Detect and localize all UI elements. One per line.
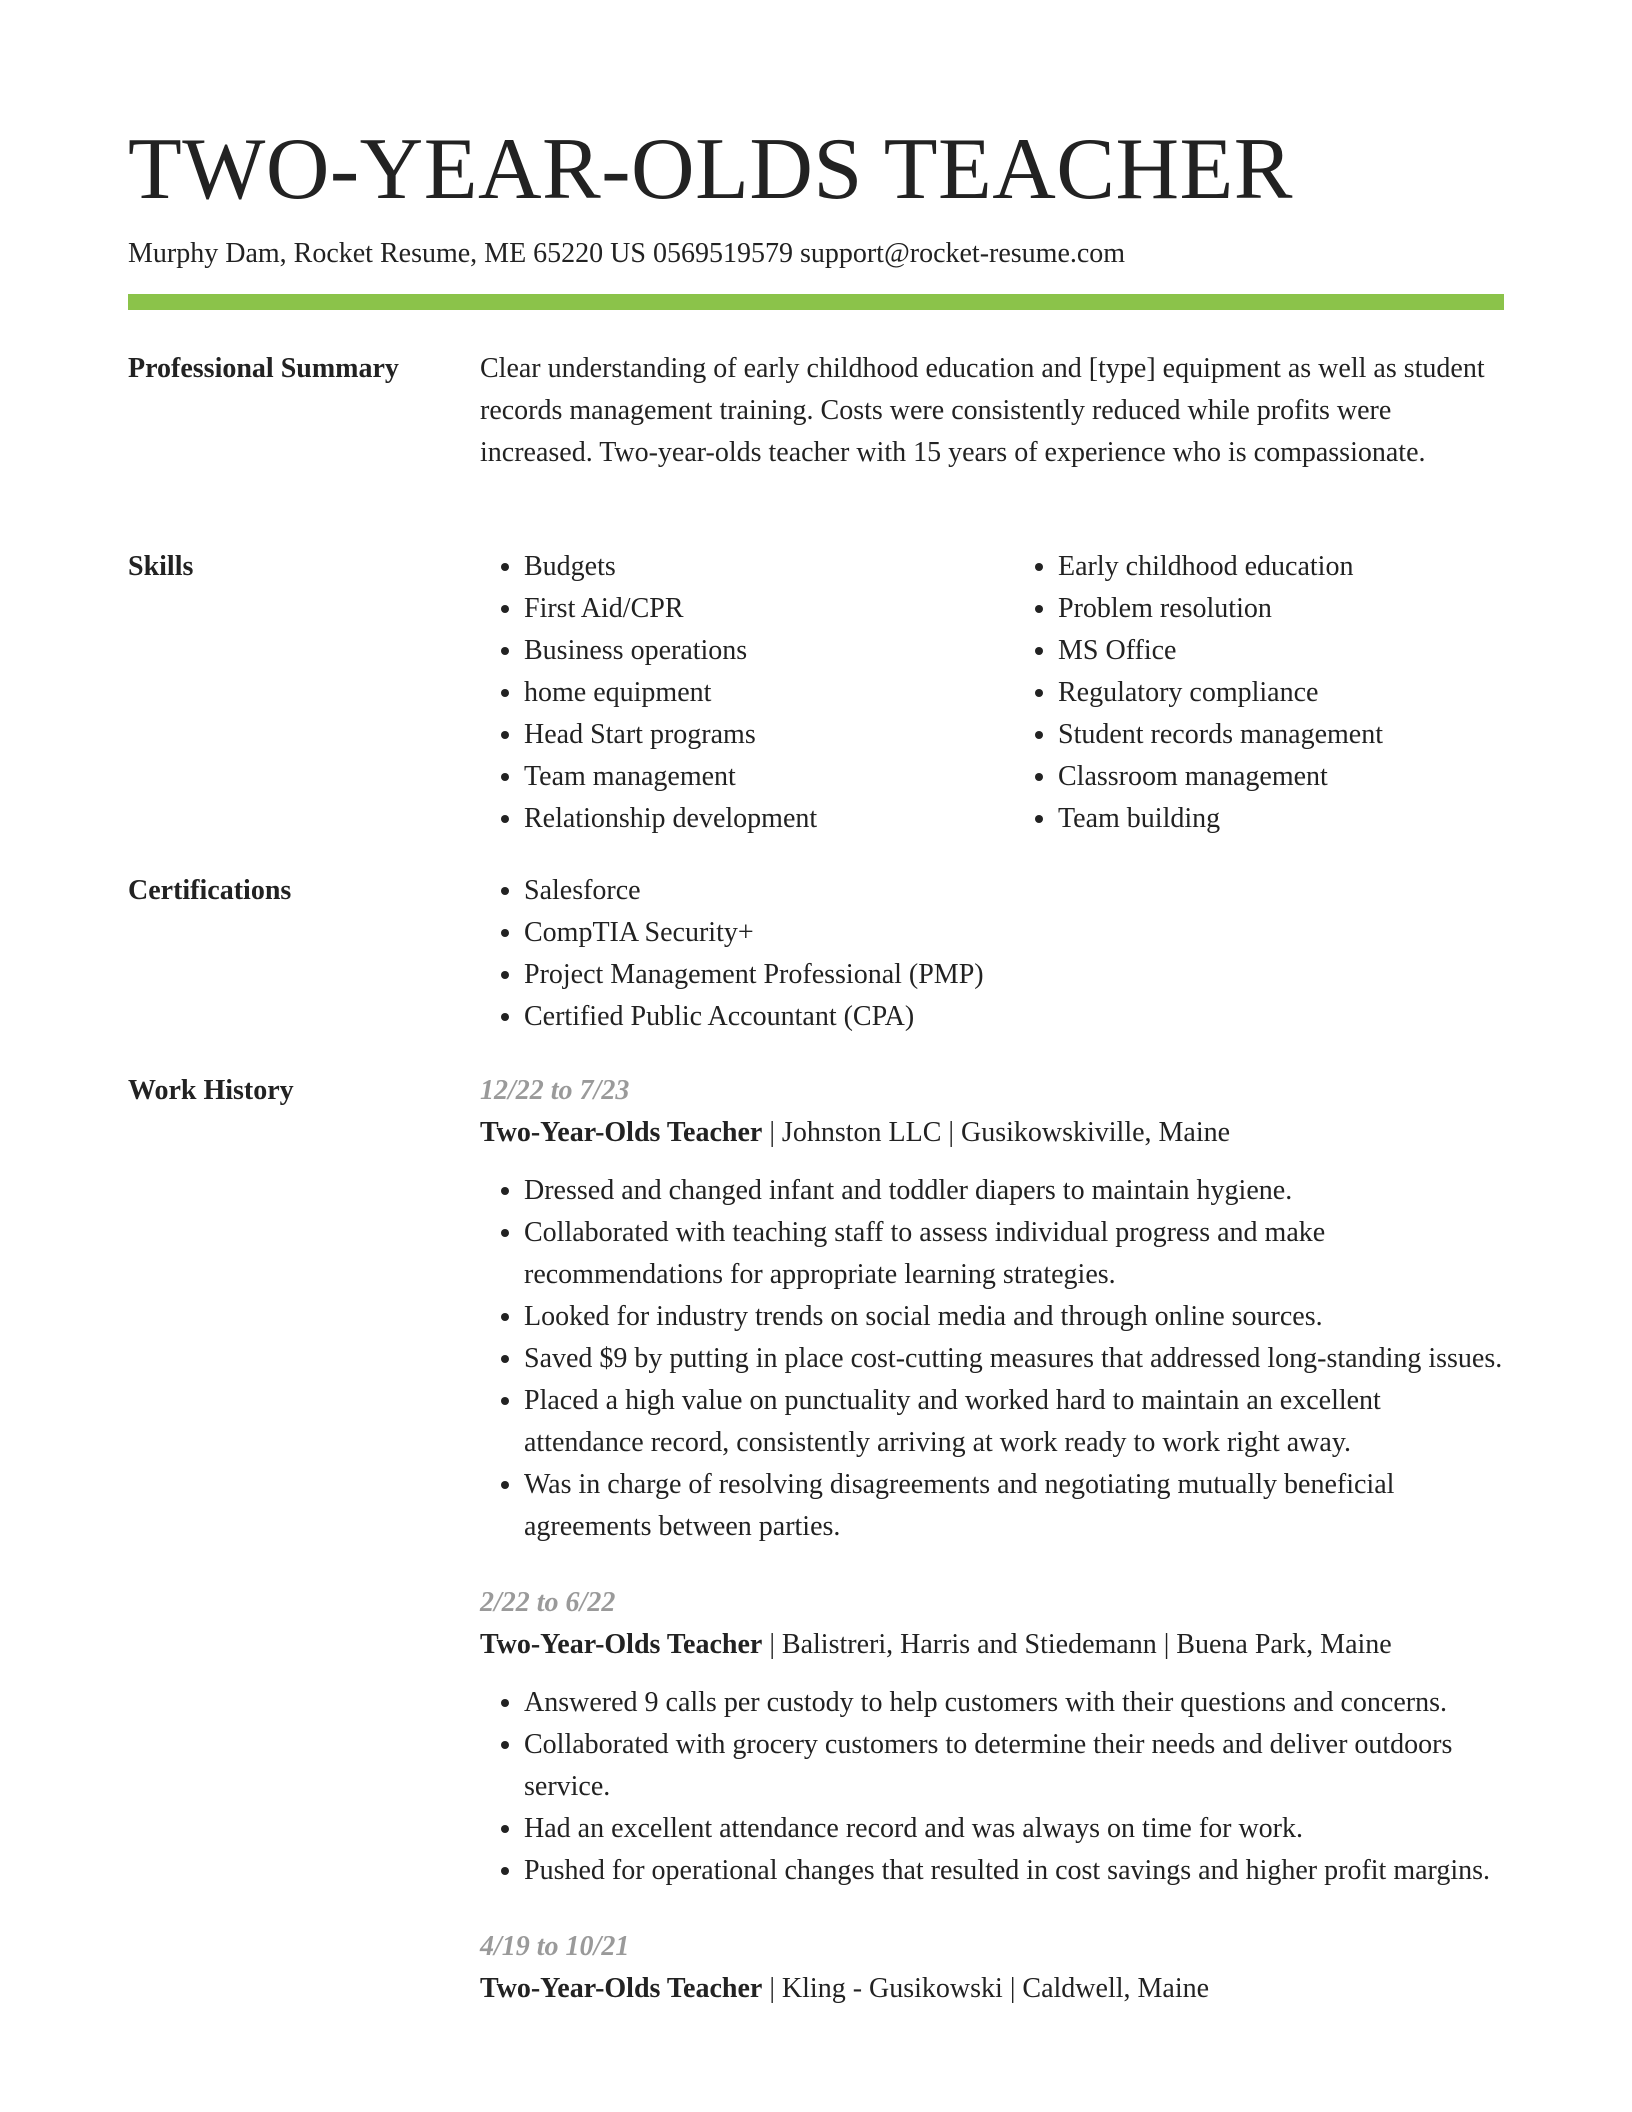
- job-entry: [480, 1926, 1504, 2010]
- skill-item: • Head Start programs: [524, 714, 970, 756]
- skill-item: • Team building: [1058, 798, 1504, 840]
- section-body: [480, 348, 1504, 474]
- skills-columns: [480, 546, 1504, 840]
- section-label: Skills: [128, 551, 194, 582]
- certification-item: • CompTIA Security+: [524, 912, 1504, 954]
- job-entry: [480, 1582, 1504, 1892]
- certification-item: • Project Management Professional (PMP): [524, 954, 1504, 996]
- skill-item: • Problem resolution: [1058, 588, 1504, 630]
- certification-item: • Certified Public Accountant (CPA): [524, 996, 1504, 1038]
- skill-item: • Student records management: [1058, 714, 1504, 756]
- job-role-line: [480, 1112, 1504, 1154]
- job-bullet: • Dressed and changed infant and toddler diapers to maintain hygiene.: [524, 1170, 1504, 1212]
- skills-list-left: [480, 546, 970, 840]
- job-dates: 2/22 to 6/22: [480, 1587, 616, 1618]
- accent-divider: [128, 294, 1504, 310]
- job-bullet: • Was in charge of resolving disagreements and negotiating mutually beneficial agreements between parties.: [524, 1464, 1504, 1548]
- jobs-list: [480, 1070, 1504, 2044]
- job-dates: 4/19 to 10/21: [480, 1931, 630, 1962]
- certification-item: • Salesforce: [524, 870, 1504, 912]
- skill-item: • Business operations: [524, 630, 970, 672]
- skill-item: • Classroom management: [1058, 756, 1504, 798]
- certifications-list: [480, 870, 1504, 1038]
- skill-item: • Regulatory compliance: [1058, 672, 1504, 714]
- candidate-name: TWO-YEAR-OLDS TEACHER: [128, 121, 1293, 218]
- job-title: Two-Year-Olds Teacher: [480, 1629, 763, 1660]
- contact-line: Murphy Dam, Rocket Resume, ME 65220 US 0569519579 support@rocket-resume.com: [128, 238, 1126, 269]
- job-employer-location: | Balistreri, Harris and Stiedemann | Buena Park, Maine: [762, 1629, 1392, 1660]
- job-title: Two-Year-Olds Teacher: [480, 1117, 763, 1148]
- skill-item: • home equipment: [524, 672, 970, 714]
- job-bullet: • Looked for industry trends on social media and through online sources.: [524, 1296, 1504, 1338]
- job-role-line: [480, 1624, 1504, 1666]
- skill-item: • Budgets: [524, 546, 970, 588]
- summary-text: Clear understanding of early childhood education and [type] equipment as well as student records management training. Costs were consistently reduced while profits were increased. Two-year-olds teacher with 15 years of experience who is compassionate.: [480, 353, 1485, 468]
- job-bullets: [480, 1682, 1504, 1892]
- skill-item: • Team management: [524, 756, 970, 798]
- skill-item: • MS Office: [1058, 630, 1504, 672]
- job-bullet: • Saved $9 by putting in place cost-cutting measures that addressed long-standing issues.: [524, 1338, 1504, 1380]
- skills-list-right: [1014, 546, 1504, 840]
- job-bullet: • Collaborated with teaching staff to assess individual progress and make recommendations for appropriate learning strategies.: [524, 1212, 1504, 1296]
- section-label: Certifications: [128, 875, 292, 906]
- skill-item: • Relationship development: [524, 798, 970, 840]
- job-employer-location: | Johnston LLC | Gusikowskiville, Maine: [762, 1117, 1231, 1148]
- job-title: Two-Year-Olds Teacher: [480, 1973, 763, 2004]
- job-bullets: [480, 1170, 1504, 1548]
- skill-item: • First Aid/CPR: [524, 588, 970, 630]
- section-label: Work History: [128, 1075, 294, 1106]
- job-employer-location: | Kling - Gusikowski | Caldwell, Maine: [762, 1973, 1210, 2004]
- job-bullet: • Answered 9 calls per custody to help customers with their questions and concerns.: [524, 1682, 1504, 1724]
- resume-header: [128, 118, 1504, 310]
- job-bullet: • Pushed for operational changes that resulted in cost savings and higher profit margins.: [524, 1850, 1504, 1892]
- section-body: [480, 870, 1504, 1038]
- job-entry: [480, 1070, 1504, 1548]
- job-bullet: • Had an excellent attendance record and was always on time for work.: [524, 1808, 1504, 1850]
- job-bullet: • Placed a high value on punctuality and worked hard to maintain an excellent attendance record, consistently arriving at work ready to work right away.: [524, 1380, 1504, 1464]
- job-dates: 12/22 to 7/23: [480, 1075, 630, 1106]
- job-role-line: [480, 1968, 1504, 2010]
- job-bullet: • Collaborated with grocery customers to determine their needs and deliver outdoors service.: [524, 1724, 1504, 1808]
- skill-item: • Early childhood education: [1058, 546, 1504, 588]
- section-label: Professional Summary: [128, 353, 399, 384]
